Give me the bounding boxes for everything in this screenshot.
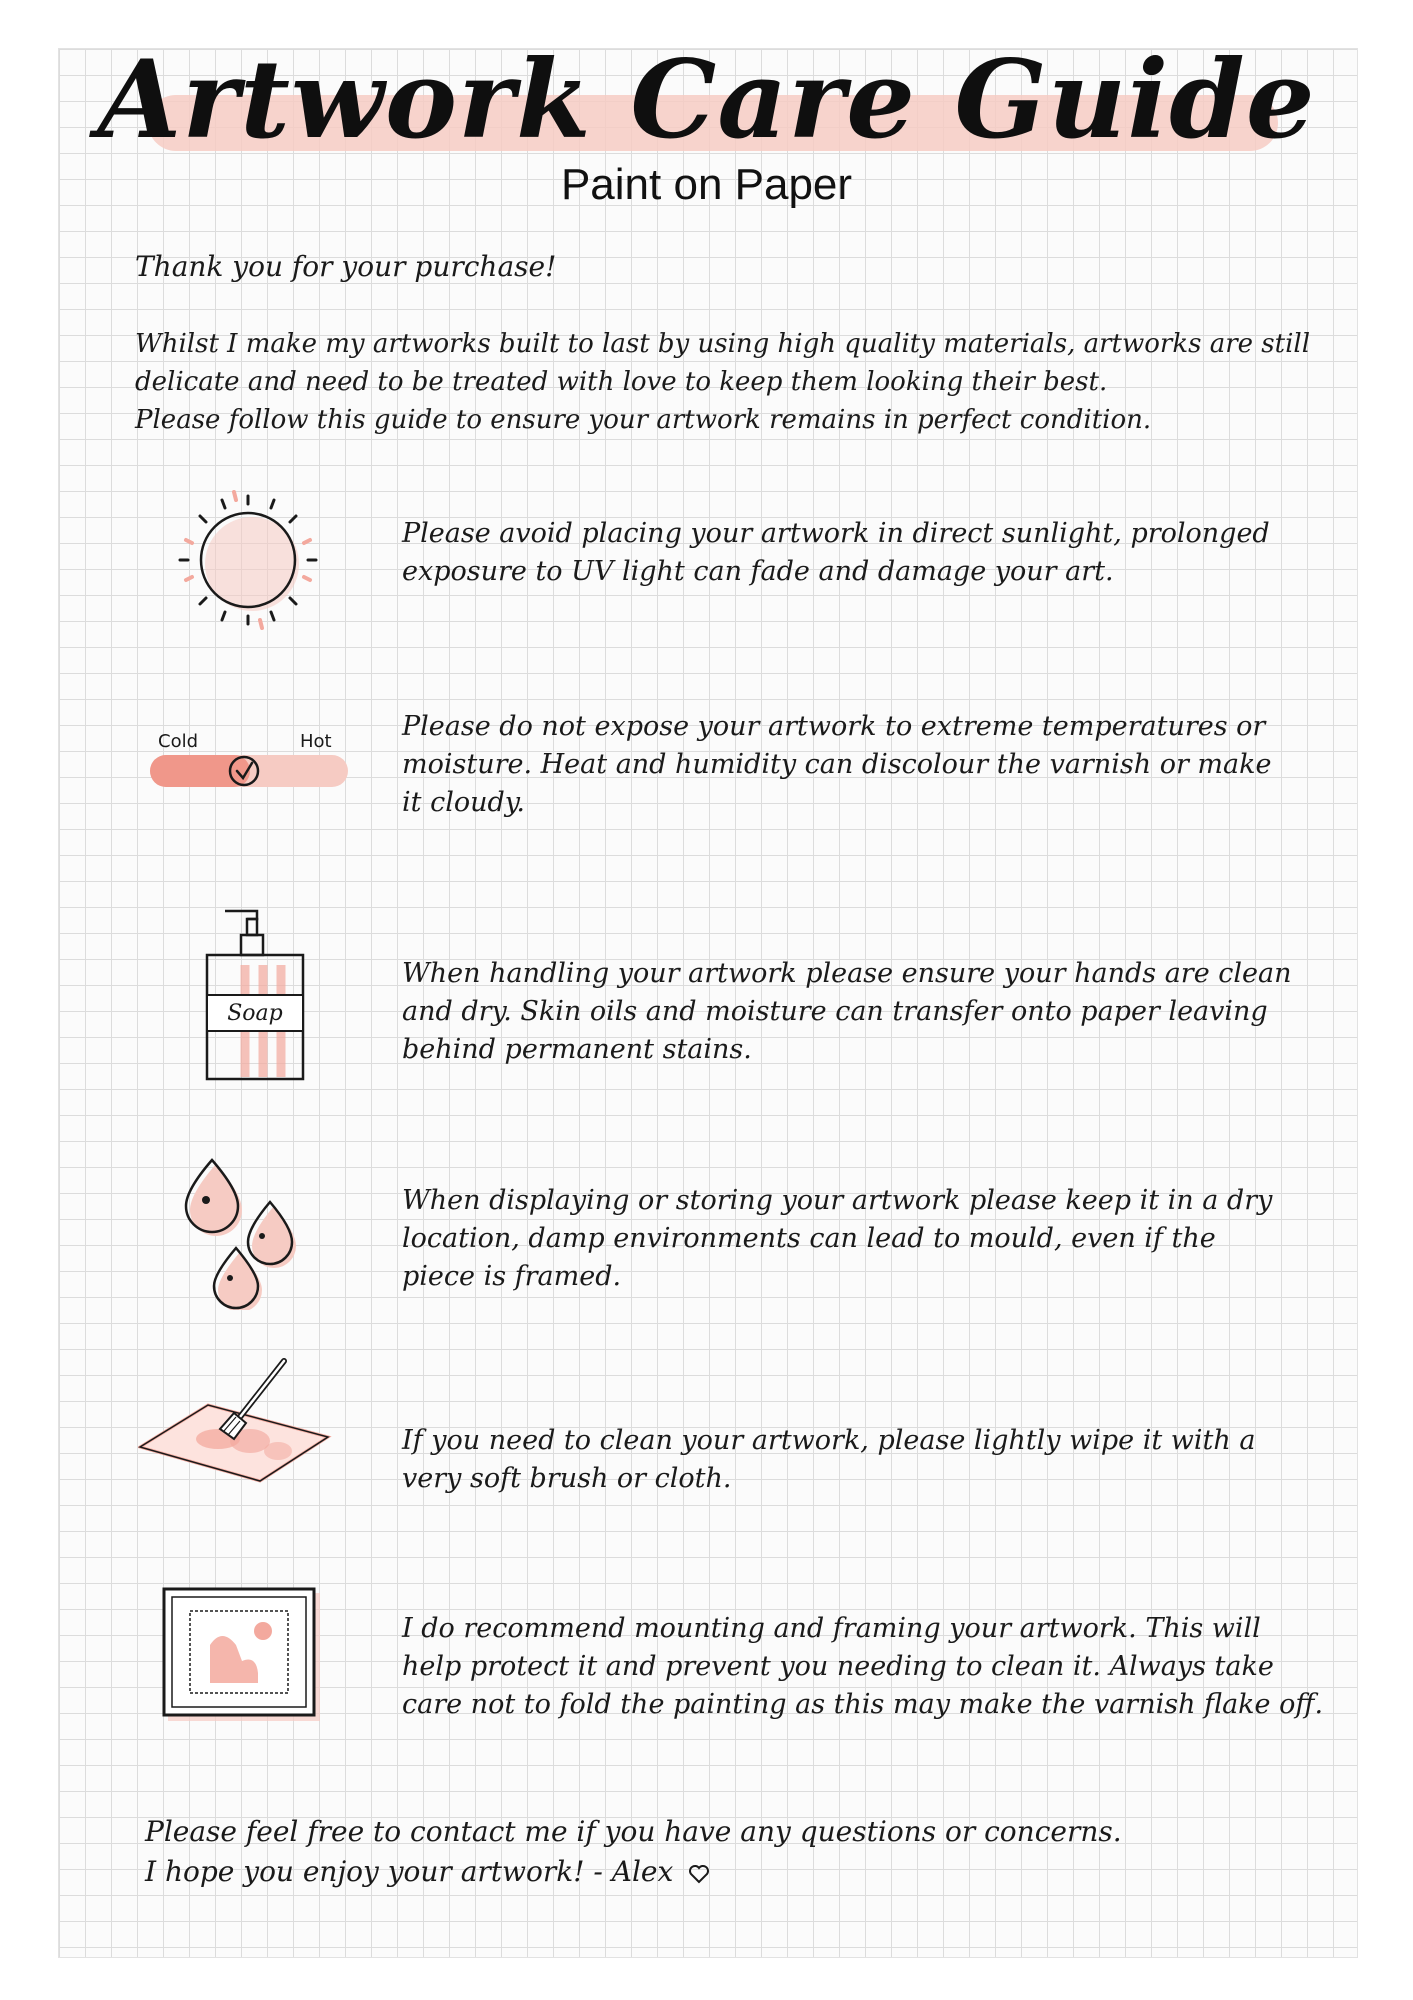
tip-line: exposure to UV light can fade and damage your art. bbox=[402, 556, 1114, 587]
tip-sunlight bbox=[402, 515, 1282, 591]
tip-line: it cloudy. bbox=[402, 787, 526, 818]
tip-line: Please do not expose your artwork to extreme temperatures or bbox=[402, 711, 1266, 742]
tip-line: and dry. Skin oils and moisture can transfer onto paper leaving bbox=[402, 996, 1268, 1027]
tip-line: help protect it and prevent you needing to clean it. Always take bbox=[402, 1651, 1274, 1682]
tip-line: location, damp environments can lead to mould, even if the bbox=[402, 1223, 1216, 1254]
tip-line: behind permanent stains. bbox=[402, 1034, 752, 1065]
intro-paragraph bbox=[135, 325, 1311, 439]
tip-storage bbox=[402, 1182, 1282, 1296]
heart-icon bbox=[688, 1864, 710, 1884]
thank-you-text: Thank you for your purchase! bbox=[135, 250, 557, 283]
thermometer-slider-icon bbox=[148, 725, 353, 790]
tip-cleaning bbox=[402, 1422, 1282, 1498]
sun-icon bbox=[170, 488, 330, 638]
tip-line: care not to fold the painting as this may make the varnish flake off. bbox=[402, 1689, 1324, 1720]
page-subtitle: Paint on Paper bbox=[560, 160, 853, 209]
closing-line: Please feel free to contact me if you have any questions or concerns. bbox=[145, 1815, 1122, 1848]
intro-line: Whilst I make my artworks built to last by using high quality materials, artworks are still bbox=[135, 329, 1311, 359]
tip-line: Please avoid placing your artwork in direct sunlight, prolonged bbox=[402, 518, 1270, 549]
tip-line: piece is framed. bbox=[402, 1261, 622, 1292]
intro-line: Please follow this guide to ensure your artwork remains in perfect condition. bbox=[135, 405, 1152, 435]
water-drops-icon bbox=[178, 1150, 318, 1310]
tip-handling bbox=[402, 955, 1292, 1069]
tip-temperature bbox=[402, 708, 1282, 822]
soap-bottle-icon bbox=[195, 905, 315, 1085]
tip-line: moisture. Heat and humidity can discolour the varnish or make bbox=[402, 749, 1272, 780]
page-title: Artwork Care Guide bbox=[97, 37, 1316, 163]
tip-line: When displaying or storing your artwork please keep it in a dry bbox=[402, 1185, 1273, 1216]
closing-line: I hope you enjoy your artwork! - Alex bbox=[145, 1855, 674, 1888]
hot-label: Hot bbox=[300, 731, 332, 752]
tip-framing bbox=[402, 1610, 1324, 1724]
soap-label: Soap bbox=[227, 1001, 283, 1026]
closing-signoff bbox=[145, 1852, 1122, 1892]
framed-picture-icon bbox=[160, 1585, 325, 1725]
closing-message bbox=[145, 1812, 1122, 1892]
cold-label: Cold bbox=[158, 731, 199, 752]
tip-line: If you need to clean your artwork, please lightly wipe it with a bbox=[402, 1425, 1256, 1456]
tip-line: I do recommend mounting and framing your artwork. This will bbox=[402, 1613, 1261, 1644]
tip-line: very soft brush or cloth. bbox=[402, 1463, 732, 1494]
intro-line: delicate and need to be treated with love to keep them looking their best. bbox=[135, 367, 1108, 397]
tip-line: When handling your artwork please ensure your hands are clean bbox=[402, 958, 1292, 989]
brush-cleaning-icon bbox=[138, 1355, 338, 1495]
